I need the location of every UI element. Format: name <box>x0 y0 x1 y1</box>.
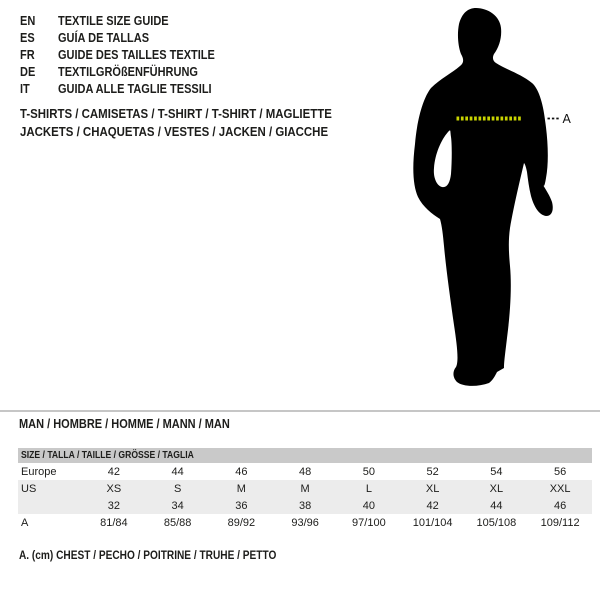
guide-title: TEXTILGRÖßENFÜHRUNG <box>58 64 198 79</box>
list-item <box>20 47 236 64</box>
section-divider <box>0 410 600 412</box>
table-row-us-numeric <box>18 497 592 514</box>
size-cell: 85/88 <box>163 516 192 529</box>
size-cell: 46 <box>554 499 567 512</box>
row-label: A <box>21 516 29 529</box>
size-cell: M <box>236 482 246 495</box>
measurement-figure <box>400 0 600 400</box>
language-code: DE <box>20 64 36 79</box>
guide-title: GUIDE DES TAILLES TEXTILE <box>58 47 215 62</box>
section-title-man: MAN / HOMBRE / HOMME / MANN / MAN <box>19 417 230 431</box>
language-guide-list <box>20 13 236 97</box>
size-cell: 42 <box>426 499 439 512</box>
size-cell: XL <box>489 482 504 495</box>
size-cell: XL <box>425 482 440 495</box>
size-cell: 32 <box>107 499 120 512</box>
size-cell: 48 <box>299 465 312 478</box>
size-cell: 109/112 <box>540 516 580 529</box>
size-cell: 50 <box>362 465 375 478</box>
size-cell: 36 <box>235 499 248 512</box>
row-label: US <box>21 482 37 495</box>
list-item <box>20 80 236 97</box>
size-table-header: SIZE / TALLA / TAILLE / GRÖSSE / TAGLIA <box>18 448 592 463</box>
product-types-line2: JACKETS / CHAQUETAS / VESTES / JACKEN / GIACCHE <box>20 123 329 139</box>
list-item <box>20 13 236 30</box>
size-cell: 44 <box>171 465 184 478</box>
size-cell: 52 <box>426 465 439 478</box>
size-cell: M <box>300 482 310 495</box>
language-code: EN <box>20 14 36 29</box>
size-cell: 56 <box>554 465 567 478</box>
size-cell: 34 <box>171 499 184 512</box>
size-cell: XXL <box>549 482 571 495</box>
size-cell: 101/104 <box>412 516 453 529</box>
size-cell: 46 <box>235 465 248 478</box>
row-label: Europe <box>21 465 57 478</box>
size-cell: 54 <box>490 465 503 478</box>
list-item <box>20 30 236 47</box>
table-row-a-chest <box>18 514 592 531</box>
language-code: ES <box>20 31 35 46</box>
size-cell: XS <box>106 482 122 495</box>
language-code: IT <box>20 81 30 96</box>
man-silhouette <box>413 8 552 386</box>
measure-footnote: A. (cm) CHEST / PECHO / POITRINE / TRUHE / PETTO <box>19 550 277 562</box>
product-types-line1: T-SHIRTS / CAMISETAS / T-SHIRT / T-SHIRT / MAGLIETTE <box>20 106 332 121</box>
size-cell: 40 <box>362 499 375 512</box>
table-row-us <box>18 480 592 497</box>
size-cell: 81/84 <box>100 516 128 529</box>
size-cell: S <box>173 482 182 495</box>
list-item <box>20 63 236 80</box>
table-row-europe <box>18 463 592 480</box>
language-code: FR <box>20 47 35 62</box>
size-cell: 42 <box>107 465 120 478</box>
size-cell: 44 <box>490 499 503 512</box>
size-cell: 105/108 <box>476 516 517 529</box>
size-cell: L <box>365 482 372 495</box>
size-cell: 93/96 <box>291 516 319 529</box>
guide-title: TEXTILE SIZE GUIDE <box>58 14 169 29</box>
size-table <box>18 448 592 531</box>
guide-title: GUIDA ALLE TAGLIE TESSILI <box>58 81 212 96</box>
row-label <box>18 497 82 514</box>
size-cell: 38 <box>299 499 312 512</box>
product-types <box>20 105 374 140</box>
guide-title: GUÍA DE TALLAS <box>58 31 150 46</box>
size-cell: 97/100 <box>352 516 386 529</box>
man-silhouette-figure <box>400 0 600 400</box>
measure-label-a: A <box>562 112 571 126</box>
size-cell: 89/92 <box>227 516 256 529</box>
